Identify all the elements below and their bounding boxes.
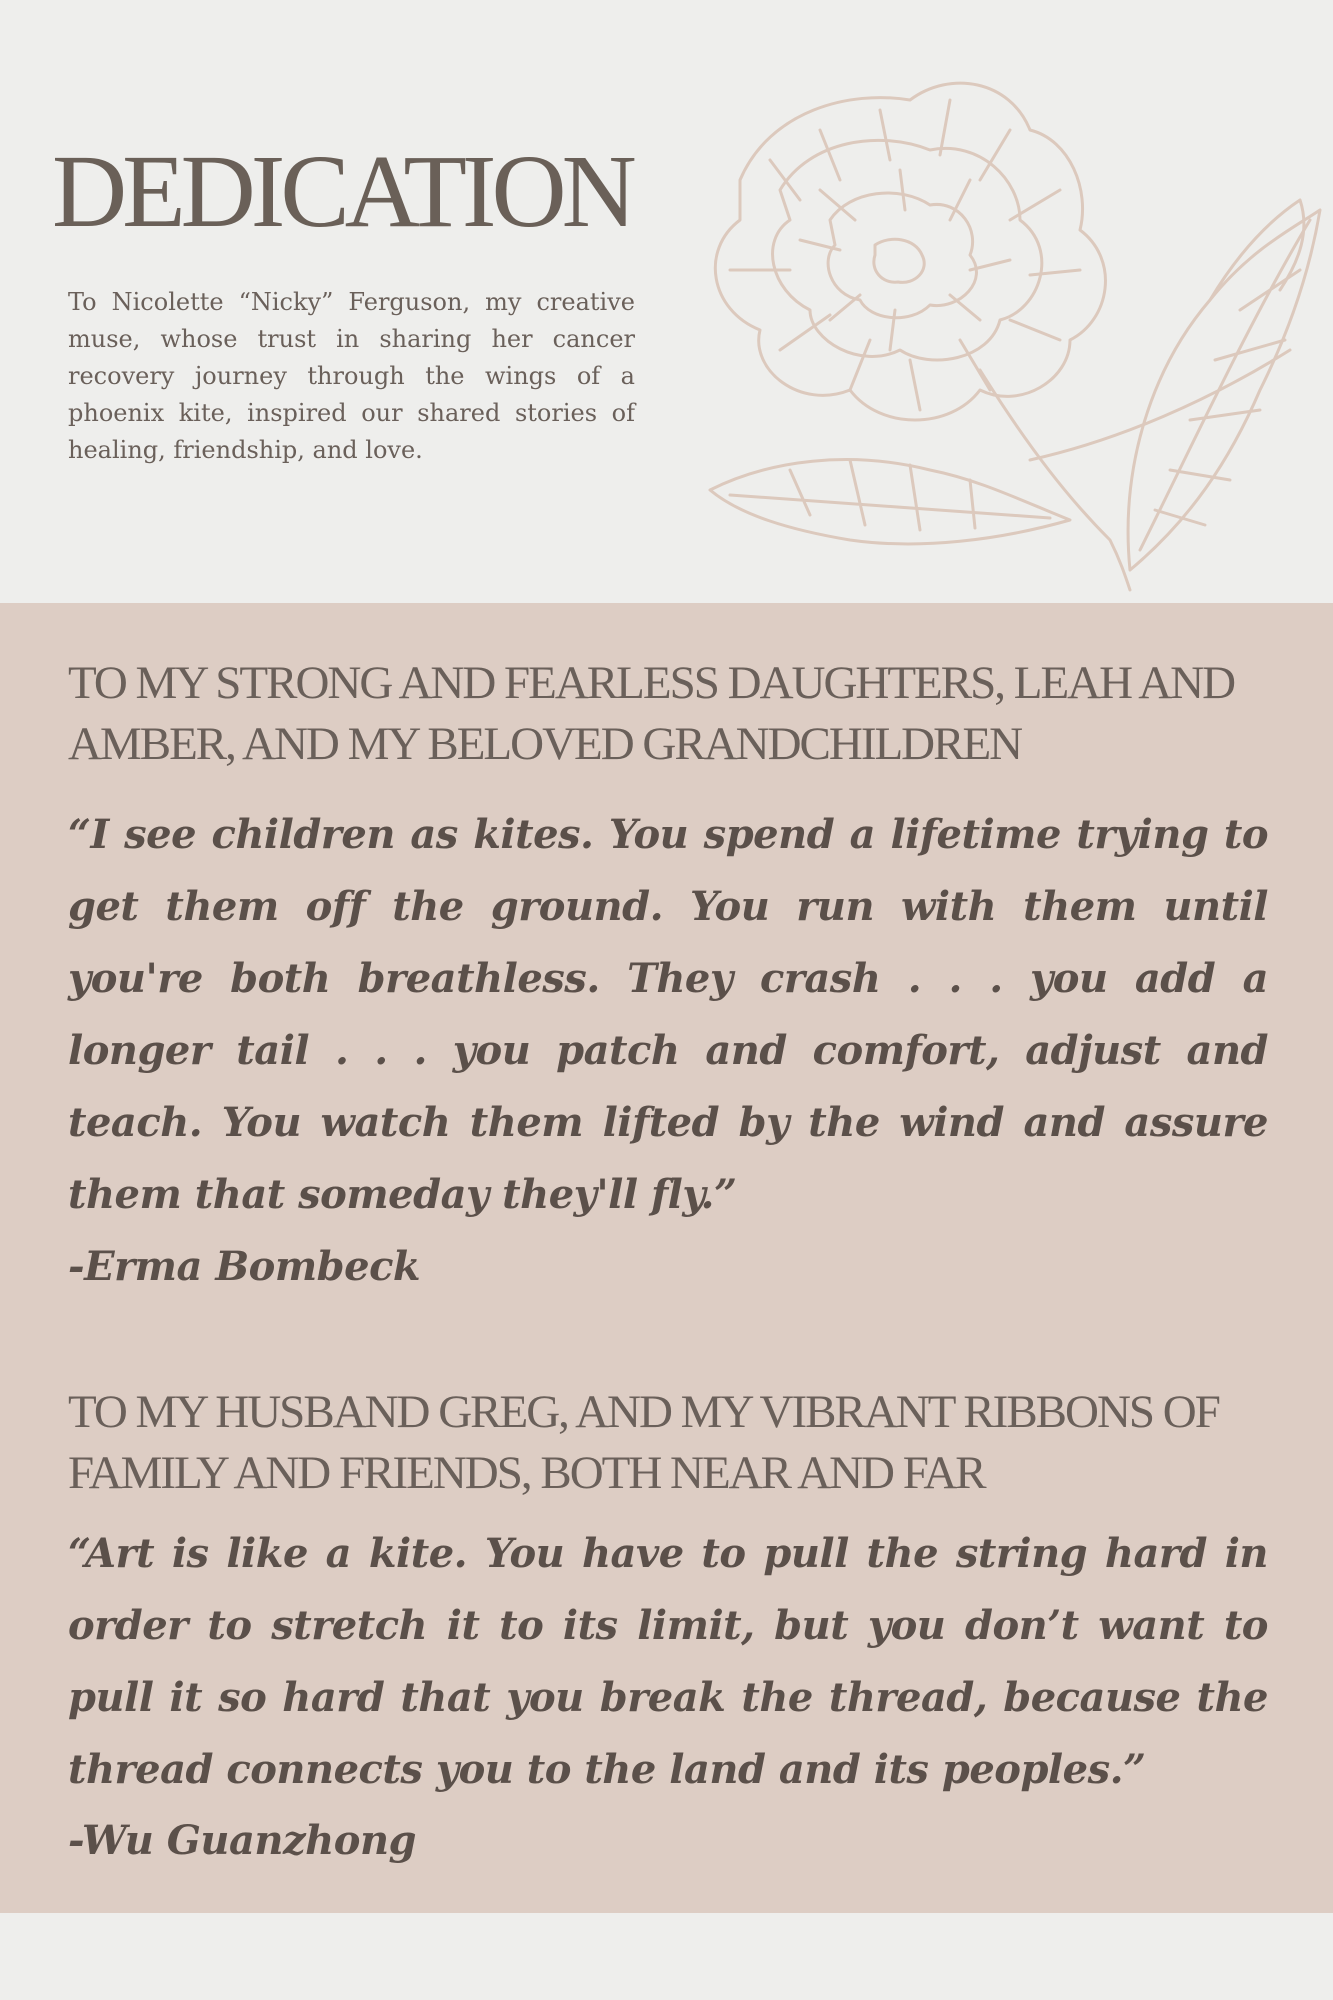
dedication-band — [0, 603, 1333, 1913]
quote-guanzhong: “Art is like a kite. You have to pull the string hard in order to stretch it to its limit, but you don’t want to pull it so hard that you break the thread, because the thread connects you to the land and its peoples.” — [68, 1530, 1268, 1793]
quote-author-bombeck: -Erma Bombeck — [68, 1243, 421, 1290]
quote-author-guanzhong: -Wu Guanzhong — [68, 1817, 416, 1864]
header-section — [0, 0, 1333, 603]
page-title: DEDICATION — [52, 134, 632, 249]
section-heading-husband: TO MY HUSBAND GREG, AND MY VIBRANT RIBBONS OF FAMILY AND FRIENDS, BOTH NEAR AND FAR — [68, 1386, 1219, 1499]
dedication-intro: To Nicolette “Nicky” Ferguson, my creative muse, whose trust in sharing her cancer recovery journey through the wings of a phoenix kite, inspired our shared stories of healing, friendship, and love. — [68, 288, 635, 464]
dahlia-flower-illustration-icon — [650, 70, 1333, 610]
section-heading-daughters: TO MY STRONG AND FEARLESS DAUGHTERS, LEAH AND AMBER, AND MY BELOVED GRANDCHILDREN — [68, 657, 1235, 770]
quote-bombeck: “I see children as kites. You spend a lifetime trying to get them off the ground. You run with them until you're both breathless. They crash . . . you add a longer tail . . . you patch and comfort, adjust and teach. You watch them lifted by the wind and assure them that someday they'll fly.” — [68, 811, 1268, 1218]
